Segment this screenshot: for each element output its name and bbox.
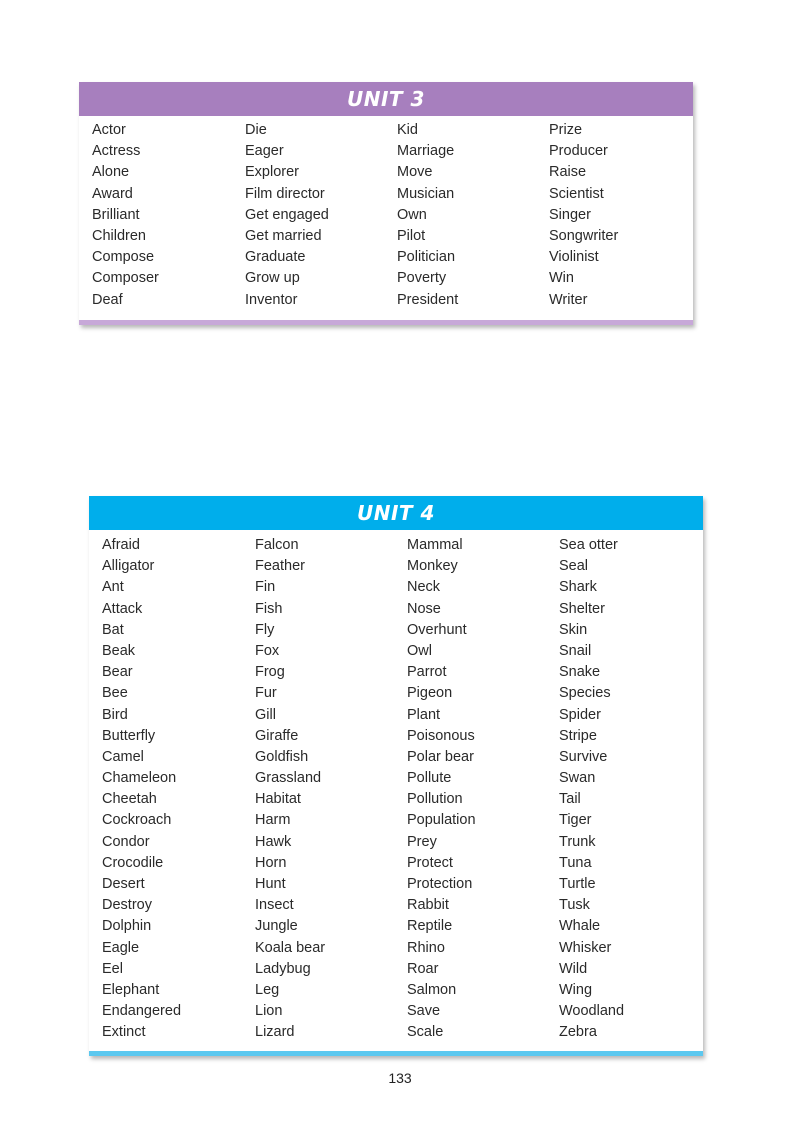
- word: Goldfish: [255, 748, 309, 765]
- word: Fur: [255, 685, 277, 702]
- word: Get engaged: [245, 206, 329, 223]
- word: Protection: [407, 876, 473, 892]
- word: Children: [92, 227, 146, 244]
- unit-4-column-2: [255, 535, 325, 1044]
- word: Extinct: [102, 1024, 146, 1041]
- word: Tuna: [559, 854, 592, 871]
- word: Frog: [255, 664, 285, 681]
- word: Hawk: [255, 833, 292, 850]
- word: Pollution: [407, 791, 463, 808]
- word: Musician: [397, 185, 455, 202]
- word: Hunt: [255, 876, 286, 892]
- word: Zebra: [559, 1024, 597, 1041]
- word: Species: [559, 685, 611, 702]
- word: Bee: [102, 685, 128, 702]
- word: Snail: [559, 642, 592, 659]
- word: Reptile: [407, 918, 453, 935]
- word: Die: [245, 122, 267, 138]
- word: Songwriter: [549, 227, 619, 244]
- word: Seal: [559, 558, 589, 575]
- word: Pollute: [407, 770, 452, 787]
- word: Plant: [407, 706, 441, 723]
- word: Wing: [559, 981, 593, 998]
- word: Protect: [407, 854, 453, 871]
- word: Spider: [559, 706, 601, 723]
- word: Eager: [245, 143, 284, 160]
- word: Actor: [92, 122, 126, 138]
- word: Shelter: [559, 600, 605, 617]
- word: Bat: [102, 621, 124, 638]
- word: Eagle: [102, 939, 140, 956]
- word: Explorer: [245, 164, 299, 181]
- word: Turtle: [559, 876, 596, 892]
- word: Insect: [255, 897, 294, 914]
- word: Gill: [255, 706, 276, 723]
- word: Habitat: [255, 791, 301, 808]
- word: Mammal: [407, 537, 463, 553]
- word: Destroy: [102, 897, 152, 914]
- word: Fly: [255, 621, 275, 638]
- word: Overhunt: [407, 621, 467, 638]
- word: Beak: [102, 642, 136, 659]
- word: Win: [549, 270, 574, 287]
- word: Fin: [255, 579, 276, 596]
- word: Attack: [102, 600, 143, 617]
- word: Get married: [245, 227, 322, 244]
- word: Singer: [549, 206, 591, 223]
- word: Politician: [397, 249, 456, 266]
- word: Tail: [559, 791, 581, 808]
- word: Poverty: [397, 270, 447, 287]
- unit-4-column-1: [102, 535, 181, 1044]
- word: Kid: [397, 122, 418, 138]
- word: Crocodile: [102, 854, 164, 871]
- word: Alligator: [102, 558, 155, 575]
- word: Afraid: [102, 537, 140, 553]
- unit-4-column-4: [559, 535, 624, 1044]
- page-number: 133: [388, 1070, 412, 1086]
- word: Alone: [92, 164, 130, 181]
- word: Chameleon: [102, 770, 177, 787]
- word: Poisonous: [407, 727, 475, 744]
- word: Bird: [102, 706, 128, 723]
- word: Award: [92, 185, 133, 202]
- word: Brilliant: [92, 206, 140, 223]
- word: Sea otter: [559, 537, 618, 553]
- word: Salmon: [407, 981, 457, 998]
- word: Wild: [559, 960, 588, 977]
- word: Whisker: [559, 939, 612, 956]
- word: Feather: [255, 558, 305, 575]
- unit-3-column-1: [92, 120, 159, 311]
- word: Composer: [92, 270, 159, 287]
- word: Tusk: [559, 897, 590, 914]
- word: Stripe: [559, 727, 597, 744]
- word: Ant: [102, 579, 124, 596]
- word: Lizard: [255, 1024, 295, 1041]
- word: Writer: [549, 291, 588, 308]
- unit-4-header: UNIT 4: [89, 496, 703, 530]
- word: Pigeon: [407, 685, 453, 702]
- word: Prize: [549, 122, 583, 138]
- word: Grow up: [245, 270, 300, 287]
- word: Lion: [255, 1003, 283, 1020]
- word: Marriage: [397, 143, 455, 160]
- word: Tiger: [559, 812, 592, 829]
- word: Eel: [102, 960, 123, 977]
- word: Neck: [407, 579, 441, 596]
- word: Violinist: [549, 249, 599, 266]
- word: Prey: [407, 833, 437, 850]
- unit-4-column-3: [407, 535, 476, 1044]
- word: Swan: [559, 770, 596, 787]
- word: Fish: [255, 600, 283, 617]
- word: Bear: [102, 664, 133, 681]
- unit-3-column-2: [245, 120, 329, 311]
- word: Grassland: [255, 770, 322, 787]
- word: Condor: [102, 833, 150, 850]
- word: Cheetah: [102, 791, 157, 808]
- word: Jungle: [255, 918, 298, 935]
- unit-3-column-3: [397, 120, 458, 311]
- word: Roar: [407, 960, 439, 977]
- word: Fox: [255, 642, 280, 659]
- word: Harm: [255, 812, 291, 829]
- word: Owl: [407, 642, 432, 659]
- word: Scientist: [549, 185, 604, 202]
- word: Horn: [255, 854, 287, 871]
- word: President: [397, 291, 459, 308]
- word: Survive: [559, 748, 608, 765]
- word: Parrot: [407, 664, 447, 681]
- word: Pilot: [397, 227, 426, 244]
- word: Camel: [102, 748, 144, 765]
- word: Rhino: [407, 939, 445, 956]
- word: Scale: [407, 1024, 444, 1041]
- word: Actress: [92, 143, 141, 160]
- word: Trunk: [559, 833, 596, 850]
- unit-3-header: UNIT 3: [79, 82, 693, 116]
- word: Save: [407, 1003, 441, 1020]
- word: Compose: [92, 249, 155, 266]
- word: Leg: [255, 981, 280, 998]
- word: Own: [397, 206, 427, 223]
- word: Film director: [245, 185, 325, 202]
- word: Polar bear: [407, 748, 474, 765]
- word: Raise: [549, 164, 587, 181]
- word: Nose: [407, 600, 441, 617]
- word: Falcon: [255, 537, 299, 553]
- word: Giraffe: [255, 727, 299, 744]
- word: Snake: [559, 664, 601, 681]
- word: Graduate: [245, 249, 306, 266]
- word: Elephant: [102, 981, 160, 998]
- word: Woodland: [559, 1003, 625, 1020]
- word: Cockroach: [102, 812, 172, 829]
- word: Ladybug: [255, 960, 311, 977]
- word: Butterfly: [102, 727, 156, 744]
- unit-3-column-4: [549, 120, 618, 311]
- word: Desert: [102, 876, 145, 892]
- unit-3-vocabulary-box: [79, 82, 693, 325]
- word: Endangered: [102, 1003, 182, 1020]
- word: Deaf: [92, 291, 123, 308]
- unit-4-vocabulary-box: [89, 496, 703, 1056]
- word: Dolphin: [102, 918, 152, 935]
- word: Whale: [559, 918, 601, 935]
- word: Monkey: [407, 558, 458, 575]
- word: Move: [397, 164, 433, 181]
- word: Inventor: [245, 291, 298, 308]
- word: Skin: [559, 621, 588, 638]
- word: Producer: [549, 143, 608, 160]
- word: Koala bear: [255, 939, 326, 956]
- word: Population: [407, 812, 476, 829]
- word: Shark: [559, 579, 597, 596]
- word: Rabbit: [407, 897, 449, 914]
